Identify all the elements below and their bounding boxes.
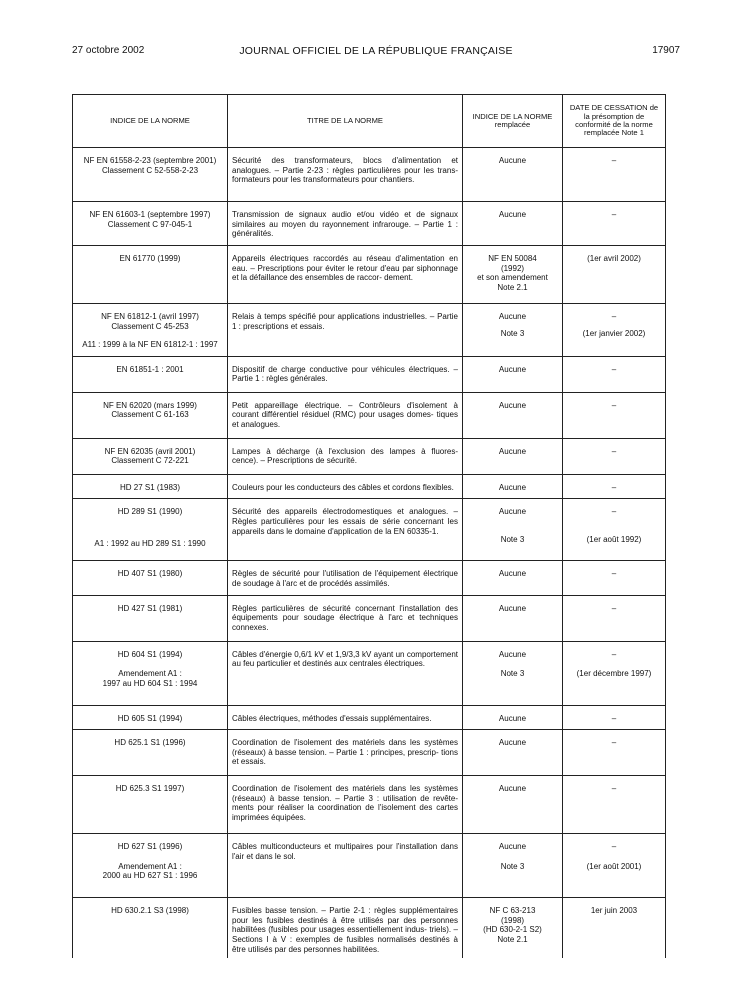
- cessation-date-cell: [563, 438, 666, 474]
- norm-title-line: Sécurité des appareils électrodomestiques et analogues. –: [232, 507, 458, 517]
- replaced-index-cell: [463, 356, 563, 392]
- replaced-note: Note 3: [500, 861, 525, 871]
- replaced-index-cell: [463, 474, 563, 499]
- replaced-index: Aucune: [498, 649, 527, 659]
- norm-index-cell: [73, 474, 228, 499]
- norm-index-cell: [73, 246, 228, 304]
- page-header: [72, 45, 680, 59]
- replaced-index: Aucune: [498, 842, 527, 852]
- norm-title-line: Câbles électriques, méthodes d'essais supplémentaires.: [232, 713, 432, 723]
- norm-title: [232, 714, 458, 724]
- cessation-date: –: [611, 312, 617, 321]
- spacer: [77, 659, 223, 669]
- page-number: 17907: [652, 45, 680, 56]
- norm-index: HD 627 S1 (1996): [117, 842, 183, 852]
- norm-classification: Classement C 72-221: [111, 456, 189, 466]
- cessation-date-amendment: (1er décembre 1997): [576, 669, 652, 679]
- replaced-index-cell: [463, 438, 563, 474]
- table-row: [73, 202, 666, 246]
- norm-title-line: Règles de sécurité pour l'utilisation de l'équipement électrique: [232, 569, 458, 579]
- norm-title-line: Appareils électriques raccordés au réseau d'alimentation en eau. – Prescriptions pour éviter le retour d'eau par siphonnage et la défaillance des ensembles de raccor-: [232, 254, 458, 283]
- spacer: [77, 331, 223, 340]
- replaced-index-cell: [463, 834, 563, 898]
- standards-table: [72, 94, 666, 958]
- replaced-index-cell: [463, 641, 563, 705]
- norm-title: [232, 906, 458, 954]
- norm-index: HD 289 S1 (1990): [117, 507, 183, 517]
- cessation-date-cell: [563, 148, 666, 202]
- norm-amendment-ref: 1997 au HD 604 S1 : 1994: [102, 678, 198, 688]
- table-row: [73, 499, 666, 561]
- cessation-date-cell: [563, 304, 666, 357]
- cessation-date-amendment: (1er janvier 2002): [582, 328, 646, 338]
- cessation-date: –: [611, 400, 617, 410]
- norm-amendment: A11 : 1999 à la NF EN 61812-1 : 1997: [82, 340, 218, 350]
- norm-title: [232, 842, 458, 861]
- cessation-date-cell: [563, 834, 666, 898]
- cessation-date: –: [611, 784, 617, 794]
- norm-amendment-ref: 2000 au HD 627 S1 : 1996: [102, 871, 198, 881]
- norm-title-line: Sécurité des transformateurs, blocs d'alimentation et analogues. – Partie 2-23 : règles particulières pour les trans-: [232, 156, 458, 175]
- norm-title-cell: [228, 246, 463, 304]
- norm-title-continuation: tiques et analogues.: [232, 410, 458, 429]
- cessation-date-cell: [563, 356, 666, 392]
- spacer: [567, 852, 661, 862]
- norm-index-cell: [73, 776, 228, 834]
- norm-title-cell: [228, 499, 463, 561]
- norm-title: [232, 507, 458, 536]
- norm-title-line: Couleurs pour les conducteurs des câbles et cordons flexibles.: [232, 482, 454, 492]
- cessation-date-cell: [563, 474, 666, 499]
- norm-title-line: Câbles multiconducteurs et multipaires pour l'installation dans l'air et dans le sol.: [232, 842, 458, 861]
- norm-title-continuation: généralités.: [232, 229, 274, 239]
- replaced-index-cell: [463, 202, 563, 246]
- norm-title-continuation: tions et essais.: [232, 747, 458, 767]
- norm-index-cell: [73, 898, 228, 958]
- norm-title-continuation: Partie 1 : prescriptions et essais.: [232, 312, 458, 331]
- norm-title-cell: [228, 898, 463, 958]
- spacer: [567, 322, 661, 329]
- cessation-date-cell: [563, 202, 666, 246]
- replaced-index: Aucune: [498, 312, 527, 321]
- norm-title: [232, 784, 458, 822]
- table-row: [73, 246, 666, 304]
- norm-index: HD 407 S1 (1980): [117, 569, 183, 579]
- table-row: [73, 561, 666, 595]
- norm-index: HD 604 S1 (1994): [117, 649, 183, 659]
- norm-title-continuation: au feu particulier et destinés aux centrales électriques.: [232, 659, 425, 669]
- cessation-date-cell: [563, 898, 666, 958]
- norm-index: HD 625.3 S1 1997): [115, 784, 185, 794]
- norm-index: EN 61851-1 : 2001: [116, 364, 184, 374]
- spacer: [467, 852, 558, 862]
- norm-title: [232, 156, 458, 185]
- norm-title-cell: [228, 202, 463, 246]
- cessation-date: –: [611, 842, 617, 852]
- cessation-date-cell: [563, 641, 666, 705]
- spacer: [467, 517, 558, 535]
- replaced-index: Aucune: [498, 713, 527, 723]
- cessation-date: (1er avril 2002): [587, 254, 641, 263]
- norm-title-continuation: connexes.: [232, 622, 269, 632]
- replaced-index-cell: [463, 148, 563, 202]
- norm-title: [232, 738, 458, 767]
- norm-title-line: Petit appareillage électrique. – Contrôleurs d'isolement à courant différentiel résiduel (RMC) pour usages domes-: [232, 400, 458, 420]
- norm-index: NF EN 62020 (mars 1999): [103, 400, 197, 410]
- table-row: [73, 438, 666, 474]
- table-row: [73, 356, 666, 392]
- norm-title: [232, 447, 458, 466]
- norm-title: [232, 483, 458, 493]
- norm-index: NF EN 61603-1 (septembre 1997): [89, 210, 211, 219]
- replaced-index: Aucune: [498, 738, 527, 748]
- replaced-note: Note 3: [500, 669, 525, 679]
- norm-amendment: Amendement A1 :: [118, 669, 182, 679]
- cessation-date: –: [611, 364, 617, 374]
- replaced-index-cell: [463, 246, 563, 304]
- standards-table-container: [72, 94, 665, 958]
- spacer: [467, 659, 558, 669]
- cessation-date: –: [611, 738, 617, 748]
- replaced-index: Aucune: [498, 210, 527, 219]
- norm-index: HD 630.2.1 S3 (1998): [111, 906, 189, 916]
- norm-title-cell: [228, 356, 463, 392]
- norm-title-continuation: Règles particulières pour les essais de série concernant les appareils dans le domaine d'application de la EN 60335-1.: [232, 516, 458, 536]
- cessation-date-amendment: (1er août 1992): [586, 534, 642, 544]
- replaced-index-cell: [463, 499, 563, 561]
- cessation-date: –: [611, 446, 617, 456]
- table-row: [73, 474, 666, 499]
- replaced-index-cell: [463, 595, 563, 641]
- cessation-date-cell: [563, 595, 666, 641]
- replaced-index: Aucune: [498, 364, 527, 374]
- replaced-index-cell: [463, 776, 563, 834]
- cessation-date-cell: [563, 499, 666, 561]
- table-header-row: [73, 95, 666, 148]
- norm-index-cell: [73, 705, 228, 730]
- norm-title-line: Fusibles basse tension. – Partie 2-1 : règles supplémentaires pour les fusibles destinés à être utilisés par des personnes habilitées (fusibles pour usages essentiellement indus-: [232, 906, 458, 935]
- replaced-index-cell: [463, 561, 563, 595]
- norm-index-cell: [73, 304, 228, 357]
- norm-title-line: Coordination de l'isolement des matériels dans les systèmes (réseaux) à basse tension. – Partie 3 : utilisation de revête-: [232, 784, 458, 803]
- replaced-index: Aucune: [498, 400, 527, 410]
- norm-title: [232, 365, 458, 384]
- norm-title-cell: [228, 304, 463, 357]
- spacer: [567, 517, 661, 535]
- norm-title: [232, 254, 458, 283]
- norm-index-cell: [73, 438, 228, 474]
- norm-title: [232, 401, 458, 430]
- replaced-index: Aucune: [498, 446, 527, 456]
- replaced-note: (1992): [500, 263, 525, 273]
- norm-title-cell: [228, 730, 463, 776]
- replaced-detail: (HD 630-2-1 S2): [483, 925, 542, 935]
- cessation-date: –: [611, 156, 617, 165]
- norm-title: [232, 569, 458, 588]
- col-header-norm-title: TITRE DE LA NORME: [228, 95, 463, 148]
- norm-title-continuation: cence). – Prescriptions de sécurité.: [232, 456, 357, 466]
- spacer: [467, 322, 558, 329]
- table-row: [73, 730, 666, 776]
- norm-title-cell: [228, 561, 463, 595]
- norm-title-continuation: ments pour réaliser la coordination de l'isolement des cartes imprimées équipées.: [232, 803, 458, 822]
- norm-classification: Classement C 97-045-1: [107, 219, 193, 229]
- norm-index: NF EN 61558-2-23 (septembre 2001): [83, 156, 217, 165]
- norm-title-continuation: de soudage à l'arc et de procédés assimilés.: [232, 578, 390, 588]
- norm-title-line: Coordination de l'isolement des matériels dans les systèmes (réseaux) à basse tension. – Partie 1 : principes, prescrip-: [232, 738, 458, 757]
- norm-title: [232, 604, 458, 633]
- col-header-cessation-date: DATE DE CESSATION de la présomption de conformité de la norme remplacée Note 1: [563, 95, 666, 148]
- norm-index-cell: [73, 730, 228, 776]
- norm-classification: Classement C 45-253: [111, 321, 189, 331]
- cessation-date: –: [611, 713, 617, 723]
- cessation-date-cell: [563, 730, 666, 776]
- spacer: [77, 517, 223, 539]
- norm-title-cell: [228, 641, 463, 705]
- publication-date: 27 octobre 2002: [72, 45, 145, 56]
- norm-title-cell: [228, 705, 463, 730]
- replaced-index: Aucune: [498, 482, 527, 492]
- norm-title-continuation: triels). – Sections I à V : exemples de fusibles normalisés destinés à être utilisés par des personnes habilitées.: [232, 925, 458, 954]
- cessation-date-cell: [563, 392, 666, 438]
- norm-index-cell: [73, 202, 228, 246]
- norm-title: [232, 650, 458, 669]
- norm-title: [232, 312, 458, 331]
- replaced-note: Note 2.1: [497, 282, 528, 292]
- cessation-date: –: [611, 482, 617, 492]
- cessation-date-amendment: (1er août 2001): [586, 861, 642, 871]
- table-row: [73, 392, 666, 438]
- norm-index: HD 625.1 S1 (1996): [114, 738, 186, 748]
- norm-index-cell: [73, 356, 228, 392]
- table-row: [73, 148, 666, 202]
- replaced-note: Note 3: [500, 328, 525, 338]
- norm-title-cell: [228, 776, 463, 834]
- replaced-index-cell: [463, 705, 563, 730]
- table-row: [73, 304, 666, 357]
- table-row: [73, 776, 666, 834]
- replaced-index-cell: [463, 898, 563, 958]
- norm-title-continuation: Partie 1 : règles générales.: [232, 374, 328, 384]
- replaced-note: Note 3: [500, 534, 525, 544]
- norm-title-line: Lampes à décharge (à l'exclusion des lampes à fluores-: [232, 446, 458, 456]
- cessation-date: –: [611, 507, 617, 517]
- norm-title-cell: [228, 595, 463, 641]
- table-row: [73, 834, 666, 898]
- norm-index-cell: [73, 499, 228, 561]
- norm-index: HD 427 S1 (1981): [117, 603, 183, 613]
- norm-index-cell: [73, 641, 228, 705]
- norm-index-cell: [73, 561, 228, 595]
- cessation-date-cell: [563, 246, 666, 304]
- replaced-index-cell: [463, 392, 563, 438]
- cessation-date: –: [611, 210, 617, 219]
- norm-title-cell: [228, 392, 463, 438]
- norm-classification: Classement C 61-163: [111, 410, 189, 420]
- norm-title-cell: [228, 438, 463, 474]
- norm-title-cell: [228, 148, 463, 202]
- table-row: [73, 705, 666, 730]
- norm-index: HD 27 S1 (1983): [119, 482, 181, 492]
- spacer: [567, 659, 661, 669]
- norm-index: EN 61770 (1999): [119, 254, 181, 263]
- norm-title-line: Relais à temps spécifié pour applications industrielles. –: [232, 312, 435, 321]
- replaced-index: Aucune: [498, 569, 527, 579]
- col-header-norm-index: INDICE DE LA NORME: [73, 95, 228, 148]
- cessation-date: –: [611, 603, 617, 613]
- norm-index: NF EN 62035 (avril 2001): [104, 446, 196, 456]
- replaced-index: Aucune: [498, 507, 527, 517]
- replaced-index-cell: [463, 304, 563, 357]
- norm-title: [232, 210, 458, 239]
- replaced-index: Aucune: [498, 156, 527, 165]
- replaced-note: Note 2.1: [497, 934, 528, 944]
- cessation-date: –: [611, 569, 617, 579]
- replaced-index: Aucune: [498, 784, 527, 794]
- table-row: [73, 641, 666, 705]
- replaced-index: Aucune: [498, 603, 527, 613]
- norm-title-line: Règles particulières de sécurité concernant l'installation des équipements pour soudage électrique à l'arc et techniques: [232, 603, 458, 623]
- replaced-index: NF EN 50084: [488, 254, 537, 263]
- spacer: [77, 852, 223, 862]
- norm-title-continuation: dement.: [384, 273, 413, 283]
- norm-title-continuation: formateurs pour les transformateurs pour chantiers.: [232, 175, 415, 185]
- norm-title-cell: [228, 474, 463, 499]
- cessation-date-cell: [563, 776, 666, 834]
- table-row: [73, 595, 666, 641]
- norm-title-cell: [228, 834, 463, 898]
- col-header-replaced-index: INDICE DE LA NORME remplacée: [463, 95, 563, 148]
- replaced-detail: et son amendement: [477, 273, 548, 283]
- norm-amendment: A1 : 1992 au HD 289 S1 : 1990: [94, 538, 206, 548]
- norm-index: NF EN 61812-1 (avril 1997): [101, 312, 199, 321]
- replaced-note: (1998): [500, 915, 525, 925]
- norm-title-line: Câbles d'énergie 0,6/1 kV et 1,9/3,3 kV ayant un comportement: [232, 649, 458, 659]
- table-row: [73, 898, 666, 958]
- journal-title: JOURNAL OFFICIEL DE LA RÉPUBLIQUE FRANÇAISE: [239, 45, 513, 57]
- norm-index-cell: [73, 148, 228, 202]
- norm-index-cell: [73, 595, 228, 641]
- norm-index-cell: [73, 392, 228, 438]
- cessation-date: 1er juin 2003: [590, 906, 638, 916]
- norm-amendment: Amendement A1 :: [118, 861, 182, 871]
- norm-classification: Classement C 52-558-2-23: [101, 165, 199, 175]
- cessation-date-cell: [563, 705, 666, 730]
- replaced-index-cell: [463, 730, 563, 776]
- cessation-date: –: [611, 649, 617, 659]
- norm-title-line: Dispositif de charge conductive pour véhicules électriques. –: [232, 364, 458, 374]
- replaced-index: NF C 63-213: [489, 906, 536, 916]
- cessation-date-cell: [563, 561, 666, 595]
- norm-index: HD 605 S1 (1994): [117, 713, 183, 723]
- norm-index-cell: [73, 834, 228, 898]
- norm-title-line: Transmission de signaux audio et/ou vidéo et de signaux similaires au moyen du rayonnement infrarouge. – Partie 1 :: [232, 210, 458, 229]
